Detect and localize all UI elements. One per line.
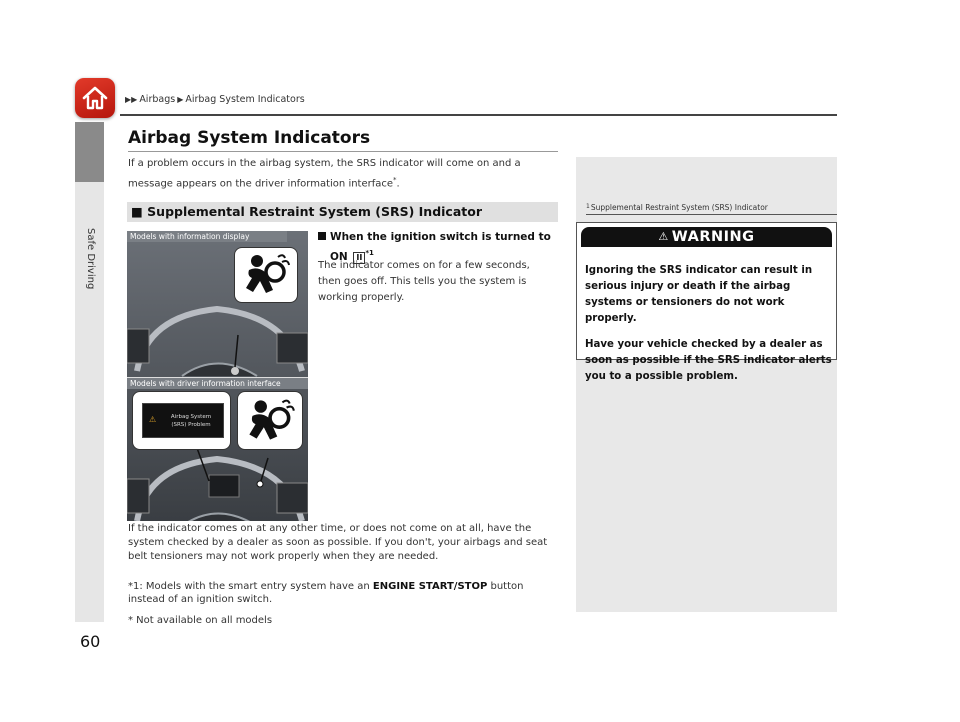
breadcrumb-item-current[interactable]: Airbag System Indicators [185, 94, 305, 105]
footnote-prefix: *1: Models with the smart entry system have an [128, 581, 370, 592]
intro-line-1: If a problem occurs in the airbag system, the SRS indicator will come on and a [128, 158, 521, 169]
intro-line-2: message appears on the driver information interface [128, 178, 394, 190]
breadcrumb-item-airbags[interactable]: Airbags [139, 94, 176, 105]
home-icon [81, 84, 109, 112]
airbag-screen-icon: ⚠ [149, 415, 157, 424]
warning-text [585, 263, 832, 395]
section-square-icon: ■ [131, 204, 143, 219]
indicator-problem-text: If the indicator comes on at any other time, or does not come on at all, have the system checked by a dealer as soon as possible. If you don't, your airbags and seat belt tensioners may not work properly when they are needed. [128, 523, 548, 562]
ignition-mode-box: II [353, 252, 365, 264]
footnote-bold: ENGINE START/STOP [372, 581, 488, 592]
airbag-warning-icon [235, 248, 295, 300]
subheading-ref[interactable]: *1 [365, 249, 374, 257]
sidebar-label: Safe Driving [85, 228, 96, 290]
warning-header [581, 227, 832, 247]
footnote-suffix: button instead of an ignition switch. [128, 581, 524, 605]
title-rule [128, 151, 558, 152]
subheading-line-1: When the ignition switch is turned to [330, 231, 551, 243]
notes-heading [586, 203, 836, 212]
sidebar-tab-marker [75, 122, 104, 182]
notes-rule [586, 214, 837, 215]
srs-problem-screen [142, 403, 224, 438]
notes-heading-text: Supplemental Restraint System (SRS) Indicator [590, 203, 768, 212]
warning-triangle-icon: ⚠ [658, 230, 669, 243]
intro-asterisk[interactable]: * [393, 176, 397, 184]
section-heading [127, 202, 558, 222]
bullet-square-icon [318, 232, 326, 240]
notes-ref-mark: 1 [586, 203, 590, 210]
intro-text [128, 156, 553, 192]
breadcrumb-arrow-icon: ▶▶ [125, 95, 138, 104]
indicator-description: The indicator comes on for a few seconds, then goes off. This tells you the system is working properly. [318, 260, 530, 303]
intro-end: . [396, 178, 400, 190]
srs-indicator-callout [234, 247, 298, 303]
header-rule [120, 114, 837, 116]
footnote-smart-entry [128, 580, 563, 606]
subheading-on: ON [330, 250, 348, 263]
breadcrumb-arrow-icon: ▶ [177, 95, 184, 104]
airbag-warning-icon [238, 392, 300, 448]
warning-paragraph-1: Ignoring the SRS indicator can result in serious injury or death if the airbag systems or tensioners do not work properly. [585, 265, 813, 324]
srs-indicator-callout-lower [237, 391, 303, 450]
screen-text-line-1: Airbag System [170, 414, 212, 420]
warning-paragraph-2: Have your vehicle checked by a dealer as soon as possible if the SRS indicator alerts you to a possible problem. [585, 339, 832, 382]
page-number: 60 [80, 632, 101, 651]
screen-text-line-2: (SRS) Problem [171, 422, 211, 428]
section-heading-text: Supplemental Restraint System (SRS) Indicator [147, 204, 482, 219]
breadcrumb [125, 94, 305, 105]
home-button[interactable] [75, 78, 115, 118]
warning-title: WARNING [671, 229, 755, 245]
warning-box [576, 222, 837, 382]
figure-label-information-display: Models with information display [127, 231, 287, 242]
page-title: Airbag System Indicators [128, 128, 371, 148]
footnote-availability: * Not available on all models [128, 615, 273, 626]
dashboard-figure [127, 231, 308, 521]
figure-label-driver-interface: Models with driver information interface [127, 378, 308, 389]
